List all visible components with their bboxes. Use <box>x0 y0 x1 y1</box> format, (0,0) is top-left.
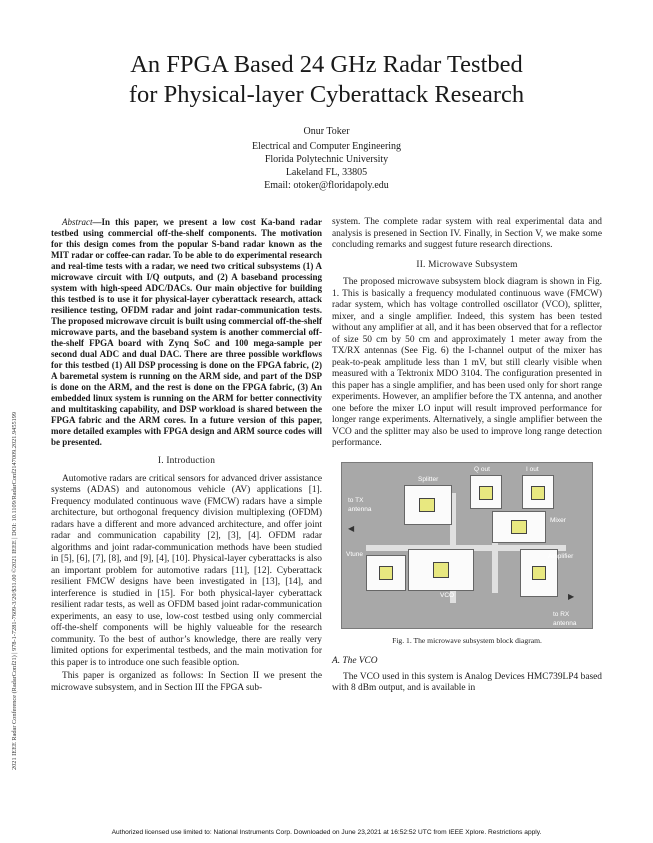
abstract <box>51 217 322 448</box>
vtune-block <box>366 555 406 591</box>
abstract-body: —In this paper, we present a low cost Ka-band radar testbed using commercial off-the-shelf components. The motivation for this design comes from the popular S-band radar known as the MIT radar or coffee-can radar. To be able to do experimental research and real-time tests with a radar, we need two critical subsystems (1) A microwave circuit with I/Q outputs, and (2) A baseband processing system with high-speed ADC/DACs. Our main objective for building this testbed is to use it for physical-layer cyberattack research, attack resilience testing, OFDM radar and joint radar-communication tests. The proposed microwave circuit is built using commercial off-the-shelf microwave parts, and the baseband system is another commercial off-the-shelf FPGA board with Zynq SoC and 100 mega-sample per second dual ADC and dual DAC. There are three possible workflows for this testbed (1) All DSP processing is done on the FPGA fabric, (2) A baremetal system is running on the ARM side, and part of the DSP is done on the ARM, and the rest is done on the FPGA fabric, (3) An embedded linux system is running on the ARM for better connectivity and multitasking capability, and DSP workload is shared between the FPGA fabric and the ARM cores. In a future version of this paper, more detailed examples with FPGA design and ARM source codes will be presented. <box>51 217 322 447</box>
label-splitter: Splitter <box>418 475 439 483</box>
splitter-chip <box>419 498 435 512</box>
label-amplifier: Amplifier <box>548 552 574 560</box>
label-mixer: Mixer <box>550 516 566 524</box>
author-block <box>150 125 503 192</box>
label-to-rx: to RX <box>553 610 570 618</box>
i-chip <box>531 486 545 500</box>
author-dept: Electrical and Computer Engineering <box>251 141 402 152</box>
label-vco: VCO <box>440 591 455 599</box>
conference-sidebar <box>0 0 20 843</box>
sidebar-citation: 2021 IEEE Radar Conference (RadarConf21) | 978-1-7281-7609-3/20/$31.00 ©2021 IEEE | DOI: 10.1109/RadarConf2147009.2021.9455199 <box>11 411 18 770</box>
right-column <box>332 217 602 697</box>
q-out-block <box>470 475 502 509</box>
mixer-block <box>492 511 546 543</box>
label-q-out: Q out <box>474 465 490 473</box>
section-2-heading: II. Microwave Subsystem <box>416 259 518 270</box>
vco-block <box>408 549 474 591</box>
abstract-lead: Abstract <box>62 217 93 227</box>
right-paragraph-0: system. The complete radar system with real experimental data and analysis is presened in Section IV. Finally, in Section V, we make some concluding remarks and suggest future research directions. <box>332 217 602 250</box>
left-column <box>51 217 322 696</box>
i-out-block <box>522 475 554 509</box>
label-to-tx: to TX <box>348 496 364 504</box>
author-email: Email: otoker@floridapoly.edu <box>264 180 389 191</box>
author-university: Florida Polytechnic University <box>264 154 389 165</box>
title-line-1: An FPGA Based 24 GHz Radar Testbed <box>130 51 523 78</box>
splitter-block <box>404 485 452 525</box>
tx-arrow-icon: ◀ <box>348 523 355 533</box>
microwave-paragraph-1: The proposed microwave subsystem block diagram is shown in Fig. 1. This is basically a frequency modulated continuous wave (FMCW) radar system, which has voltage controlled oscillator (VCO), splitter, mixer, and a single amplifier. Indeed, this system has been tested without any amplifier at all, and it has been observed that for a reflector of size 50 cm by 50 cm and approximately 1 meter away from the TX/RX antennas (See Fig. 6) the I-channel output of the mixer has peak-to-peak amplitude less than 1 mV, but still clearly visible when measured with a Tektronix MDO 3104. The configuration presented in this paper has a single amplifier, and has been used only for short range experiments. However, an amplifier before the TX antenna, and another one before the mixer LO input will result improved performance for longer range experiments. Alternatively, a single amplifier between the VCO and the splitter may also be used to improve long range detection performance. <box>332 277 602 448</box>
q-chip <box>479 486 493 500</box>
amplifier-chip <box>532 566 546 580</box>
paper-title <box>60 50 593 110</box>
author-name: Onur Toker <box>303 126 350 137</box>
intro-paragraph-1: Automotive radars are critical sensors for advanced driver assistance systems (ADAS) and autonomous vehicle (AV) applications [1]. Frequency modulated continuous wave (FMCW) radars have a simple architecture, but orthogonal frequency division multiplexing (OFDM) radars have a different and more advanced architecture, and offer joint radar and communication capability [2], [3], [4]. OFDM radar algorithms and joint radar-communication methods have been studied in [5], [6], [7], [8], and [9], [4], [10]. Physical-layer cyberattacks is also an important problem for automotive radars [11], [12]. Cyberattack resilient FMCW designs have been investigated in [13], [14], and interference is studied in [15]. For both physical-layer cyberattack resilient radar tests, as well as OFDM based joint radar-communication experiments, an easy to use, low-cost testbed using only commercial off-the-shelf components will be highly valueable for the research community. To the best of author’s knowledge, there are really very limited options for experimental testbeds, and the main motivation for this paper is to introduce one such feasible option. <box>51 473 322 668</box>
label-to-tx-2: antenna <box>348 505 372 513</box>
vco-chip <box>433 562 449 578</box>
label-to-rx-2: antenna <box>553 619 577 627</box>
rx-arrow-icon: ▶ <box>568 591 575 601</box>
vco-paragraph-1: The VCO used in this system is Analog Devices HMC739LP4 based with 8 dBm output, and is available in <box>332 671 602 693</box>
intro-paragraph-2: This paper is organized as follows: In Section II we present the microwave subsystem, and in Section III the FPGA sub- <box>51 671 322 693</box>
vtune-chip <box>379 566 393 580</box>
figure-1-block-diagram <box>341 462 593 629</box>
mixer-chip <box>511 520 527 534</box>
footer-license: Authorized licensed use limited to: National Instruments Corp. Downloaded on June 23,2021 at 16:52:52 UTC from IEEE Xplore. Restrictions apply. <box>111 829 542 836</box>
title-line-2: for Physical-layer Cyberattack Research <box>128 81 525 108</box>
label-vtune: Vtune <box>346 550 363 558</box>
label-i-out: I out <box>526 465 539 473</box>
figure-1-caption: Fig. 1. The microwave subsystem block diagram. <box>392 635 542 645</box>
section-1-heading: I. Introduction <box>157 456 216 466</box>
author-city: Lakeland FL, 33805 <box>285 167 368 178</box>
subsection-a-heading: A. The VCO <box>332 656 378 666</box>
